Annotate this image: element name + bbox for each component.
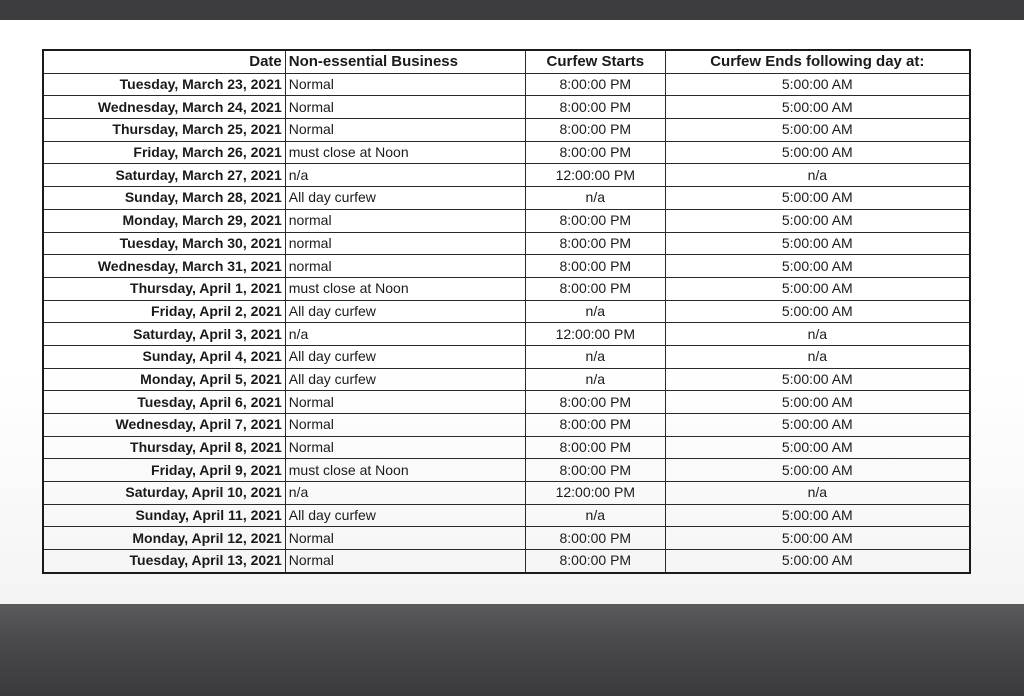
header-curfew-end: Curfew Ends following day at:: [665, 50, 970, 73]
header-curfew-start: Curfew Starts: [525, 50, 665, 73]
cell-date: Sunday, April 4, 2021: [43, 345, 285, 368]
cell-curfew-start: n/a: [525, 345, 665, 368]
table-row: [43, 187, 970, 210]
cell-curfew-start: 8:00:00 PM: [525, 550, 665, 573]
table-row: [43, 368, 970, 391]
table-row: [43, 459, 970, 482]
table-row: [43, 323, 970, 346]
cell-curfew-start: 8:00:00 PM: [525, 277, 665, 300]
table-row: [43, 96, 970, 119]
cell-business: All day curfew: [285, 345, 525, 368]
cell-date: Wednesday, March 31, 2021: [43, 255, 285, 278]
curfew-schedule-table: [42, 49, 971, 574]
cell-business: Normal: [285, 414, 525, 437]
table-row: [43, 255, 970, 278]
cell-curfew-end: 5:00:00 AM: [665, 73, 970, 96]
cell-curfew-end: 5:00:00 AM: [665, 255, 970, 278]
cell-curfew-end: 5:00:00 AM: [665, 232, 970, 255]
cell-date: Tuesday, March 30, 2021: [43, 232, 285, 255]
table-row: [43, 436, 970, 459]
table-row: [43, 232, 970, 255]
cell-business: normal: [285, 255, 525, 278]
cell-date: Friday, April 9, 2021: [43, 459, 285, 482]
cell-business: All day curfew: [285, 504, 525, 527]
cell-curfew-end: 5:00:00 AM: [665, 96, 970, 119]
cell-date: Thursday, March 25, 2021: [43, 119, 285, 142]
table-row: [43, 73, 970, 96]
cell-curfew-start: 8:00:00 PM: [525, 459, 665, 482]
table-row: [43, 504, 970, 527]
cell-business: Normal: [285, 73, 525, 96]
cell-curfew-start: n/a: [525, 504, 665, 527]
cell-curfew-end: 5:00:00 AM: [665, 300, 970, 323]
cell-curfew-end: 5:00:00 AM: [665, 277, 970, 300]
cell-date: Tuesday, April 6, 2021: [43, 391, 285, 414]
table-row: [43, 550, 970, 573]
cell-curfew-start: n/a: [525, 187, 665, 210]
top-dark-band: [0, 0, 1024, 20]
cell-business: All day curfew: [285, 300, 525, 323]
cell-curfew-end: 5:00:00 AM: [665, 504, 970, 527]
table-row: [43, 164, 970, 187]
cell-curfew-end: n/a: [665, 323, 970, 346]
cell-curfew-start: 8:00:00 PM: [525, 527, 665, 550]
cell-curfew-end: n/a: [665, 164, 970, 187]
cell-business: Normal: [285, 550, 525, 573]
cell-curfew-end: 5:00:00 AM: [665, 141, 970, 164]
table-body: [43, 73, 970, 573]
cell-curfew-end: 5:00:00 AM: [665, 119, 970, 142]
cell-curfew-end: 5:00:00 AM: [665, 550, 970, 573]
table-row: [43, 277, 970, 300]
cell-curfew-end: 5:00:00 AM: [665, 187, 970, 210]
cell-date: Saturday, April 3, 2021: [43, 323, 285, 346]
cell-business: Normal: [285, 119, 525, 142]
cell-date: Sunday, March 28, 2021: [43, 187, 285, 210]
table-row: [43, 119, 970, 142]
cell-curfew-start: 8:00:00 PM: [525, 96, 665, 119]
cell-date: Tuesday, April 13, 2021: [43, 550, 285, 573]
cell-date: Thursday, April 8, 2021: [43, 436, 285, 459]
cell-curfew-end: 5:00:00 AM: [665, 209, 970, 232]
cell-curfew-end: 5:00:00 AM: [665, 459, 970, 482]
cell-date: Thursday, April 1, 2021: [43, 277, 285, 300]
cell-curfew-end: n/a: [665, 482, 970, 505]
cell-curfew-start: 12:00:00 PM: [525, 482, 665, 505]
cell-business: must close at Noon: [285, 277, 525, 300]
cell-date: Wednesday, March 24, 2021: [43, 96, 285, 119]
cell-business: normal: [285, 209, 525, 232]
cell-business: normal: [285, 232, 525, 255]
cell-curfew-start: 8:00:00 PM: [525, 209, 665, 232]
cell-curfew-start: 8:00:00 PM: [525, 119, 665, 142]
table-row: [43, 391, 970, 414]
table-row: [43, 209, 970, 232]
cell-business: Normal: [285, 436, 525, 459]
cell-curfew-end: n/a: [665, 345, 970, 368]
table-row: [43, 300, 970, 323]
cell-curfew-start: 8:00:00 PM: [525, 255, 665, 278]
cell-date: Wednesday, April 7, 2021: [43, 414, 285, 437]
cell-curfew-end: 5:00:00 AM: [665, 391, 970, 414]
cell-date: Sunday, April 11, 2021: [43, 504, 285, 527]
cell-curfew-start: 12:00:00 PM: [525, 164, 665, 187]
cell-business: Normal: [285, 391, 525, 414]
cell-date: Saturday, March 27, 2021: [43, 164, 285, 187]
cell-curfew-start: n/a: [525, 300, 665, 323]
header-business: Non-essential Business: [285, 50, 525, 73]
cell-curfew-start: 8:00:00 PM: [525, 73, 665, 96]
table-row: [43, 345, 970, 368]
cell-curfew-start: 12:00:00 PM: [525, 323, 665, 346]
cell-date: Monday, March 29, 2021: [43, 209, 285, 232]
cell-business: n/a: [285, 323, 525, 346]
cell-business: Normal: [285, 96, 525, 119]
cell-date: Saturday, April 10, 2021: [43, 482, 285, 505]
cell-curfew-start: 8:00:00 PM: [525, 141, 665, 164]
cell-date: Friday, April 2, 2021: [43, 300, 285, 323]
table-row: [43, 141, 970, 164]
bottom-dark-band: [0, 604, 1024, 696]
cell-curfew-end: 5:00:00 AM: [665, 436, 970, 459]
header-date: Date: [43, 50, 285, 73]
cell-date: Monday, April 12, 2021: [43, 527, 285, 550]
table-row: [43, 482, 970, 505]
cell-business: must close at Noon: [285, 459, 525, 482]
table-row: [43, 527, 970, 550]
cell-business: Normal: [285, 527, 525, 550]
cell-curfew-end: 5:00:00 AM: [665, 414, 970, 437]
cell-curfew-start: 8:00:00 PM: [525, 414, 665, 437]
table-header-row: [43, 50, 970, 73]
cell-date: Tuesday, March 23, 2021: [43, 73, 285, 96]
cell-date: Friday, March 26, 2021: [43, 141, 285, 164]
cell-business: must close at Noon: [285, 141, 525, 164]
cell-business: n/a: [285, 482, 525, 505]
cell-business: All day curfew: [285, 187, 525, 210]
cell-curfew-start: 8:00:00 PM: [525, 436, 665, 459]
cell-curfew-end: 5:00:00 AM: [665, 368, 970, 391]
cell-business: All day curfew: [285, 368, 525, 391]
cell-date: Monday, April 5, 2021: [43, 368, 285, 391]
cell-curfew-start: 8:00:00 PM: [525, 391, 665, 414]
cell-curfew-start: 8:00:00 PM: [525, 232, 665, 255]
cell-business: n/a: [285, 164, 525, 187]
cell-curfew-end: 5:00:00 AM: [665, 527, 970, 550]
table-row: [43, 414, 970, 437]
cell-curfew-start: n/a: [525, 368, 665, 391]
